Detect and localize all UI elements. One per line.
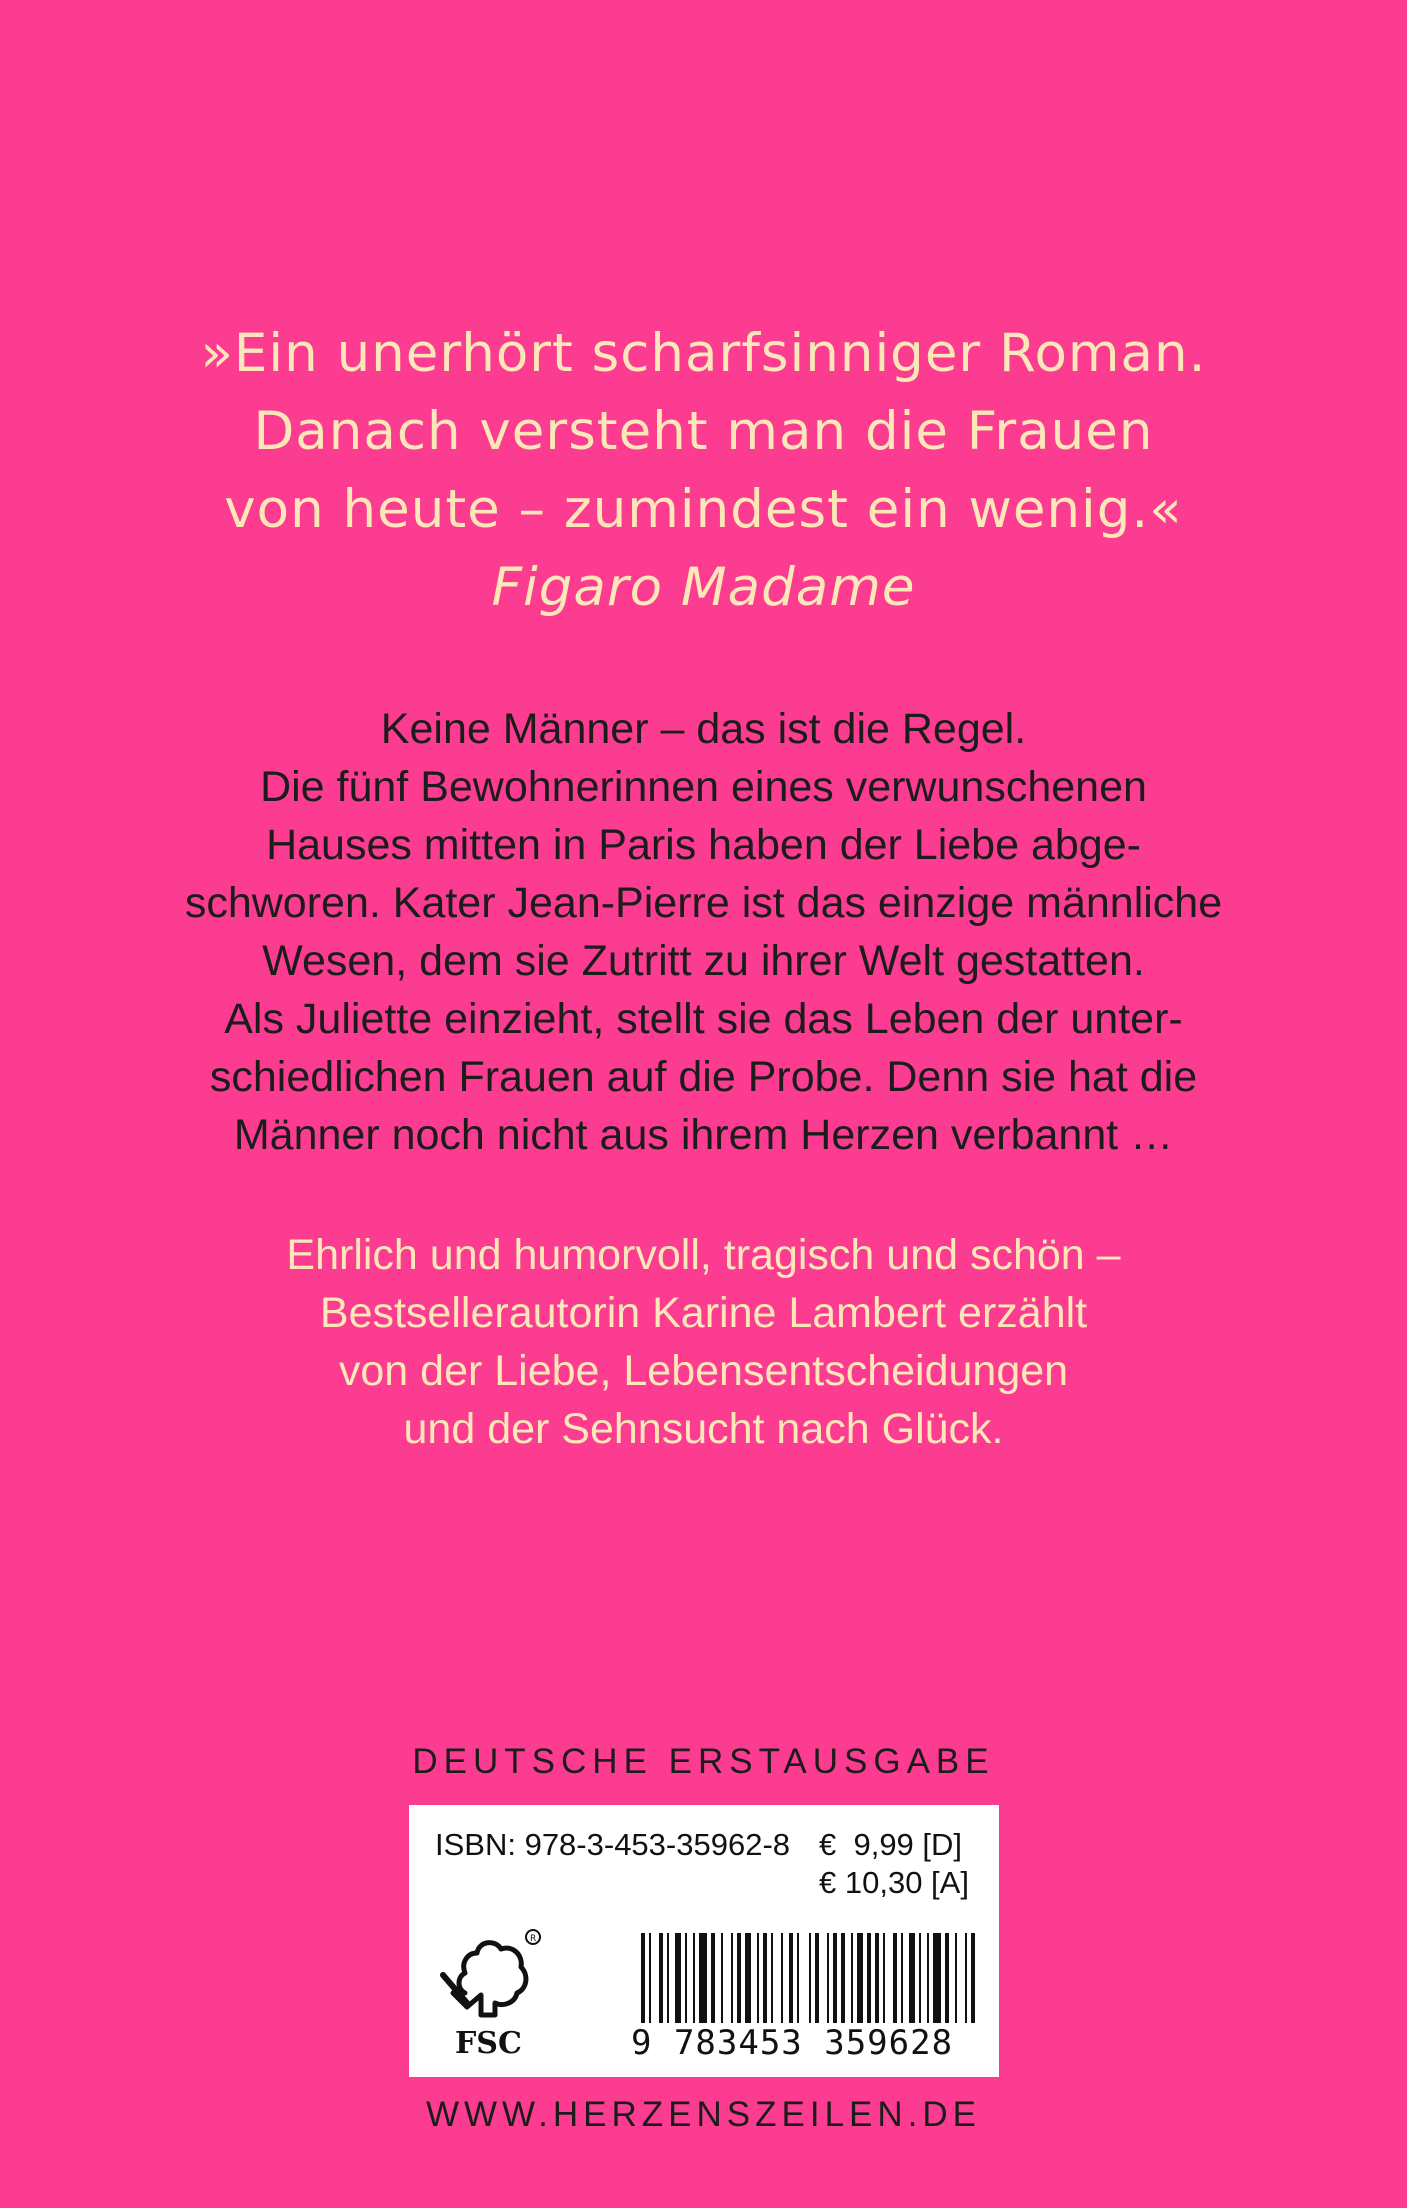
- edition-label: DEUTSCHE ERSTAUSGABE: [412, 1742, 995, 1781]
- isbn-text: ISBN: 978-3-453-35962-8: [435, 1827, 791, 1862]
- quote-line: von heute – zumindest ein wenig.«: [224, 479, 1183, 540]
- fsc-logo: [437, 1923, 547, 2063]
- isbn-box: [409, 1805, 999, 2077]
- blurb-line: Keine Männer – das ist die Regel.: [380, 705, 1027, 753]
- blurb-line: Die fünf Bewohnerinnen eines verwunschenen: [260, 763, 1147, 811]
- blurb-line: Männer noch nicht aus ihrem Herzen verbannt …: [233, 1111, 1174, 1159]
- tagline-line: Bestsellerautorin Karine Lambert erzählt: [319, 1289, 1088, 1337]
- svg-text:R: R: [530, 1934, 537, 1944]
- blurb-line: schworen. Kater Jean-Pierre ist das einzige männliche: [184, 879, 1223, 927]
- barcode-digits: 9 783453 359628: [631, 2023, 981, 2063]
- publisher-url: WWW.HERZENSZEILEN.DE: [425, 2095, 982, 2134]
- price-at: € 10,30 [A]: [819, 1865, 969, 1900]
- book-blurb: [0, 700, 1407, 1164]
- tagline-line: und der Sehnsucht nach Glück.: [403, 1405, 1004, 1453]
- review-quote: [0, 315, 1407, 627]
- blurb-line: Als Juliette einzieht, stellt sie das Leben der unter-: [224, 995, 1183, 1043]
- tagline: [0, 1226, 1407, 1458]
- fsc-tree-icon: [437, 1923, 547, 2063]
- price-de: € 9,99 [D]: [819, 1827, 963, 1862]
- quote-source: Figaro Madame: [491, 557, 916, 618]
- tagline-line: Ehrlich und humorvoll, tragisch und schön –: [286, 1231, 1121, 1279]
- fsc-label: FSC: [455, 2026, 522, 2061]
- blurb-line: Hauses mitten in Paris haben der Liebe abge-: [266, 821, 1141, 869]
- blurb-line: schiedlichen Frauen auf die Probe. Denn sie hat die: [209, 1053, 1198, 1101]
- blurb-line: Wesen, dem sie Zutritt zu ihrer Welt gestatten.: [262, 937, 1145, 985]
- tagline-line: von der Liebe, Lebensentscheidungen: [338, 1347, 1069, 1395]
- quote-line: Danach versteht man die Frauen: [253, 401, 1154, 462]
- quote-line: »Ein unerhört scharfsinniger Roman.: [200, 323, 1207, 384]
